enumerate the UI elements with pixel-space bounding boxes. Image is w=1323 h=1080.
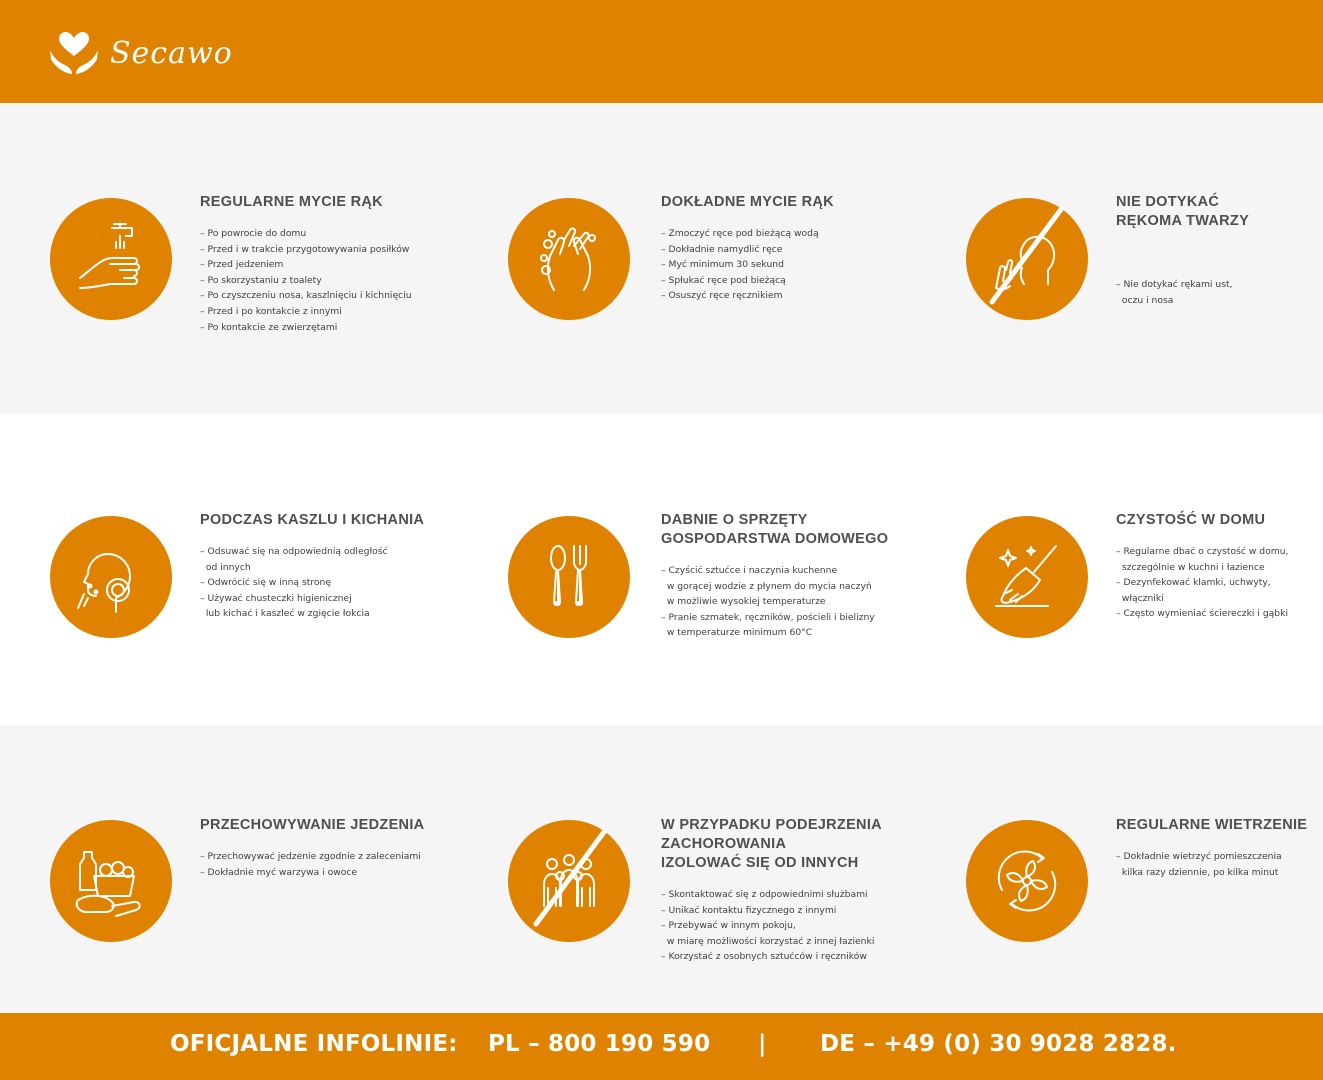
- soapy-hands-icon: [508, 198, 630, 320]
- heart-hands-icon: [48, 30, 100, 76]
- coughing-person-icon: [50, 516, 172, 638]
- brand-logo[interactable]: [48, 28, 233, 78]
- item-title: DOKŁADNE MYCIE RĄK: [661, 194, 834, 210]
- infoline-separator: |: [758, 1031, 767, 1057]
- spoon-fork-icon: [508, 516, 630, 638]
- cleaning-broom-icon: [966, 516, 1088, 638]
- infoline-pl[interactable]: PL – 800 190 590: [488, 1031, 711, 1057]
- item-bullets: – Dokładnie wietrzyć pomieszczenia kilka razy dziennie, po kilka minut: [1116, 851, 1282, 878]
- item-bullets: – Zmoczyć ręce pod bieżącą wodą – Dokładnie namydlić ręce – Myć minimum 30 sekund – Spłukać ręce pod bieżącą – Osuszyć ręce ręcznikiem: [661, 228, 819, 302]
- header-bar: [0, 0, 1323, 103]
- item-bullets: – Regularne dbać o czystość w domu, szczególnie w kuchni i łazience – Dezynfekować klamki, uchwyty, włączniki – Często wymieniać ściereczki i gąbki: [1116, 546, 1289, 620]
- footer-bar: [0, 1013, 1323, 1080]
- infoline-de[interactable]: DE – +49 (0) 30 9028 2828.: [820, 1031, 1177, 1057]
- item-title: REGULARNE MYCIE RĄK: [200, 194, 383, 210]
- item-bullets: – Skontaktować się z odpowiednimi służbami – Unikać kontaktu fizycznego z innymi – Przebywać w innym pokoju, w miarę możliwości korzystać z innej łazienki – Korzystać z osobnych sztućców i ręczników: [661, 889, 875, 963]
- item-bullets: – Po powrocie do domu – Przed i w trakcie przygotowywania posiłków – Przed jedzeniem – Po skorzystaniu z toalety – Po czyszczeniu nosa, kaszlnięciu i kichnięciu – Przed i po kontakcie z innymi – Po kontakcie ze zwierzętami: [200, 228, 412, 333]
- food-storage-icon: [50, 820, 172, 942]
- item-bullets: – Czyścić sztućce i naczynia kuchenne w gorącej wodzie z płynem do mycia naczyń w możliwie wysokiej temperaturze – Pranie szmatek, ręczników, pościeli i bielizny w temperaturze minimum 60°C: [661, 565, 875, 639]
- infoline-label: OFICJALNE INFOLINIE:: [170, 1031, 458, 1057]
- item-title: PODCZAS KASZLU I KICHANIA: [200, 512, 425, 528]
- ventilation-fan-icon: [966, 820, 1088, 942]
- item-bullets: – Przechowywać jedzenie zgodnie z zaleceniami – Dokładnie myć warzywa i owoce: [200, 851, 421, 878]
- item-title: CZYSTOŚĆ W DOMU: [1116, 512, 1266, 528]
- brand-name: Secawo: [110, 35, 233, 71]
- no-touching-face-icon: [966, 198, 1088, 320]
- item-bullets: – Odsuwać się na odpowiednią odległość od innych – Odwrócić się w inną stronę – Używać chusteczki higienicznej lub kichać i kaszleć w zgięcie łokcia: [200, 546, 388, 620]
- item-title: NIE DOTYKAĆ RĘKOMA TWARZY: [1116, 194, 1250, 229]
- handwashing-faucet-icon: [50, 198, 172, 320]
- item-title: DABNIE O SPRZĘTY GOSPODARSTWA DOMOWEGO: [661, 512, 889, 547]
- item-title: W PRZYPADKU PODEJRZENIA ZACHOROWANIA IZOLOWAĆ SIĘ OD INNYCH: [661, 817, 882, 871]
- item-title: PRZECHOWYWANIE JEDZENIA: [200, 817, 425, 833]
- item-title: REGULARNE WIETRZENIE: [1116, 817, 1308, 833]
- no-group-contact-icon: [508, 820, 630, 942]
- item-bullets: – Nie dotykać rękami ust, oczu i nosa: [1116, 279, 1233, 306]
